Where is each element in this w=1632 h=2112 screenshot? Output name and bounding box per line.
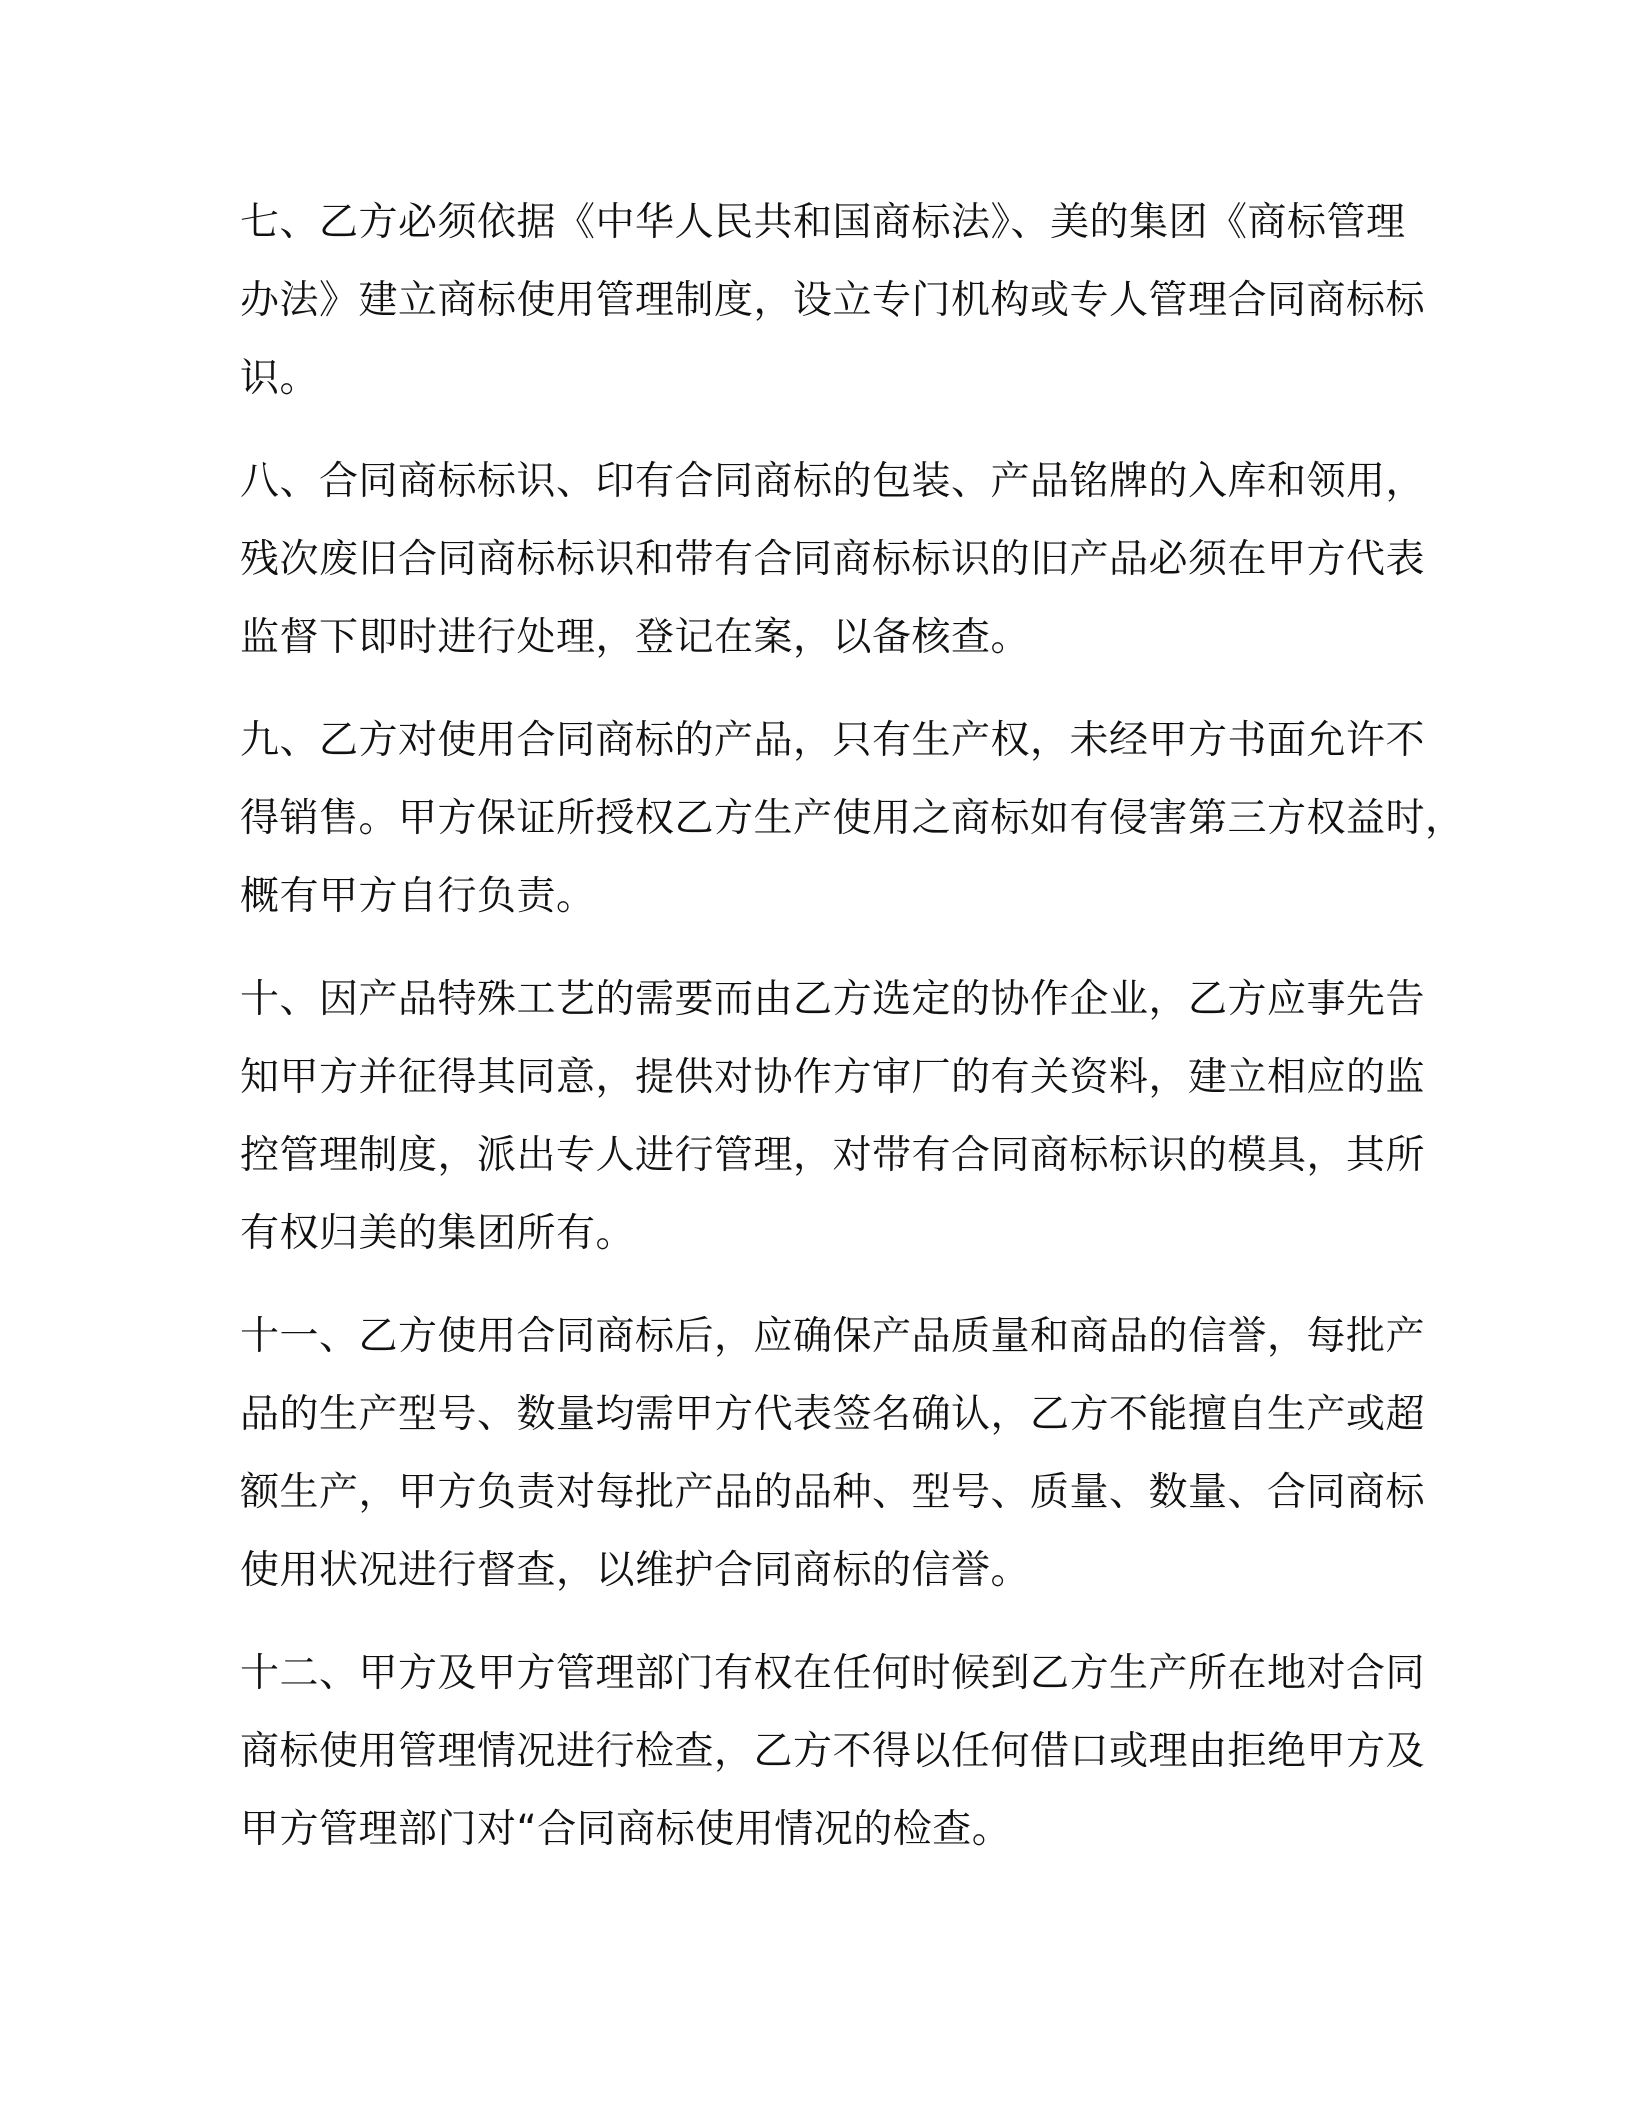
text-line: 八、合同商标标识、印有合同商标的包装、产品铭牌的入库和领用， <box>240 459 1426 504</box>
text-line: 商标使用管理情况进行检查，乙方不得以任何借口或理由拒绝甲方及 <box>240 1729 1426 1774</box>
text-line: 十一、乙方使用合同商标后，应确保产品质量和商品的信誉，每批产 <box>240 1314 1426 1359</box>
text-line: 十、因产品特殊工艺的需要而由乙方选定的协作企业，乙方应事先告 <box>240 977 1426 1022</box>
text-line: 有权归美的集团所有。 <box>240 1211 636 1256</box>
clause-12 <box>240 1635 1426 1869</box>
text-line: 知甲方并征得其同意，提供对协作方审厂的有关资料，建立相应的监 <box>240 1055 1426 1100</box>
clause-10 <box>240 961 1426 1273</box>
text-line: 甲方管理部门对“合同商标使用情况的检查。 <box>240 1807 1012 1852</box>
document-body <box>240 184 1465 1894</box>
text-line: 残次废旧合同商标标识和带有合同商标标识的旧产品必须在甲方代表 <box>240 537 1426 582</box>
text-line: 监督下即时进行处理，登记在案，以备核查。 <box>240 615 1031 660</box>
clause-8 <box>240 443 1426 677</box>
text-line: 七、乙方必须依据《中华人民共和国商标法》、美的集团《商标管理 <box>240 200 1406 245</box>
text-line: 十二、甲方及甲方管理部门有权在任何时候到乙方生产所在地对合同 <box>240 1651 1426 1696</box>
text-line: 额生产，甲方负责对每批产品的品种、型号、质量、数量、合同商标 <box>240 1470 1426 1515</box>
clause-7 <box>240 184 1426 418</box>
text-line: 使用状况进行督查，以维护合同商标的信誉。 <box>240 1548 1031 1593</box>
text-line: 识。 <box>240 356 320 401</box>
text-line: 品的生产型号、数量均需甲方代表签名确认，乙方不能擅自生产或超 <box>240 1392 1426 1437</box>
text-line: 概有甲方自行负责。 <box>240 874 596 919</box>
text-line: 九、乙方对使用合同商标的产品，只有生产权，未经甲方书面允许不 <box>240 718 1426 763</box>
text-line: 控管理制度，派出专人进行管理，对带有合同商标标识的模具，其所 <box>240 1133 1426 1178</box>
text-line: 得销售。甲方保证所授权乙方生产使用之商标如有侵害第三方权益时， <box>240 796 1465 841</box>
text-line: 办法》建立商标使用管理制度，设立专门机构或专人管理合同商标标 <box>240 278 1426 323</box>
clause-9 <box>240 702 1465 936</box>
clause-11 <box>240 1298 1426 1610</box>
